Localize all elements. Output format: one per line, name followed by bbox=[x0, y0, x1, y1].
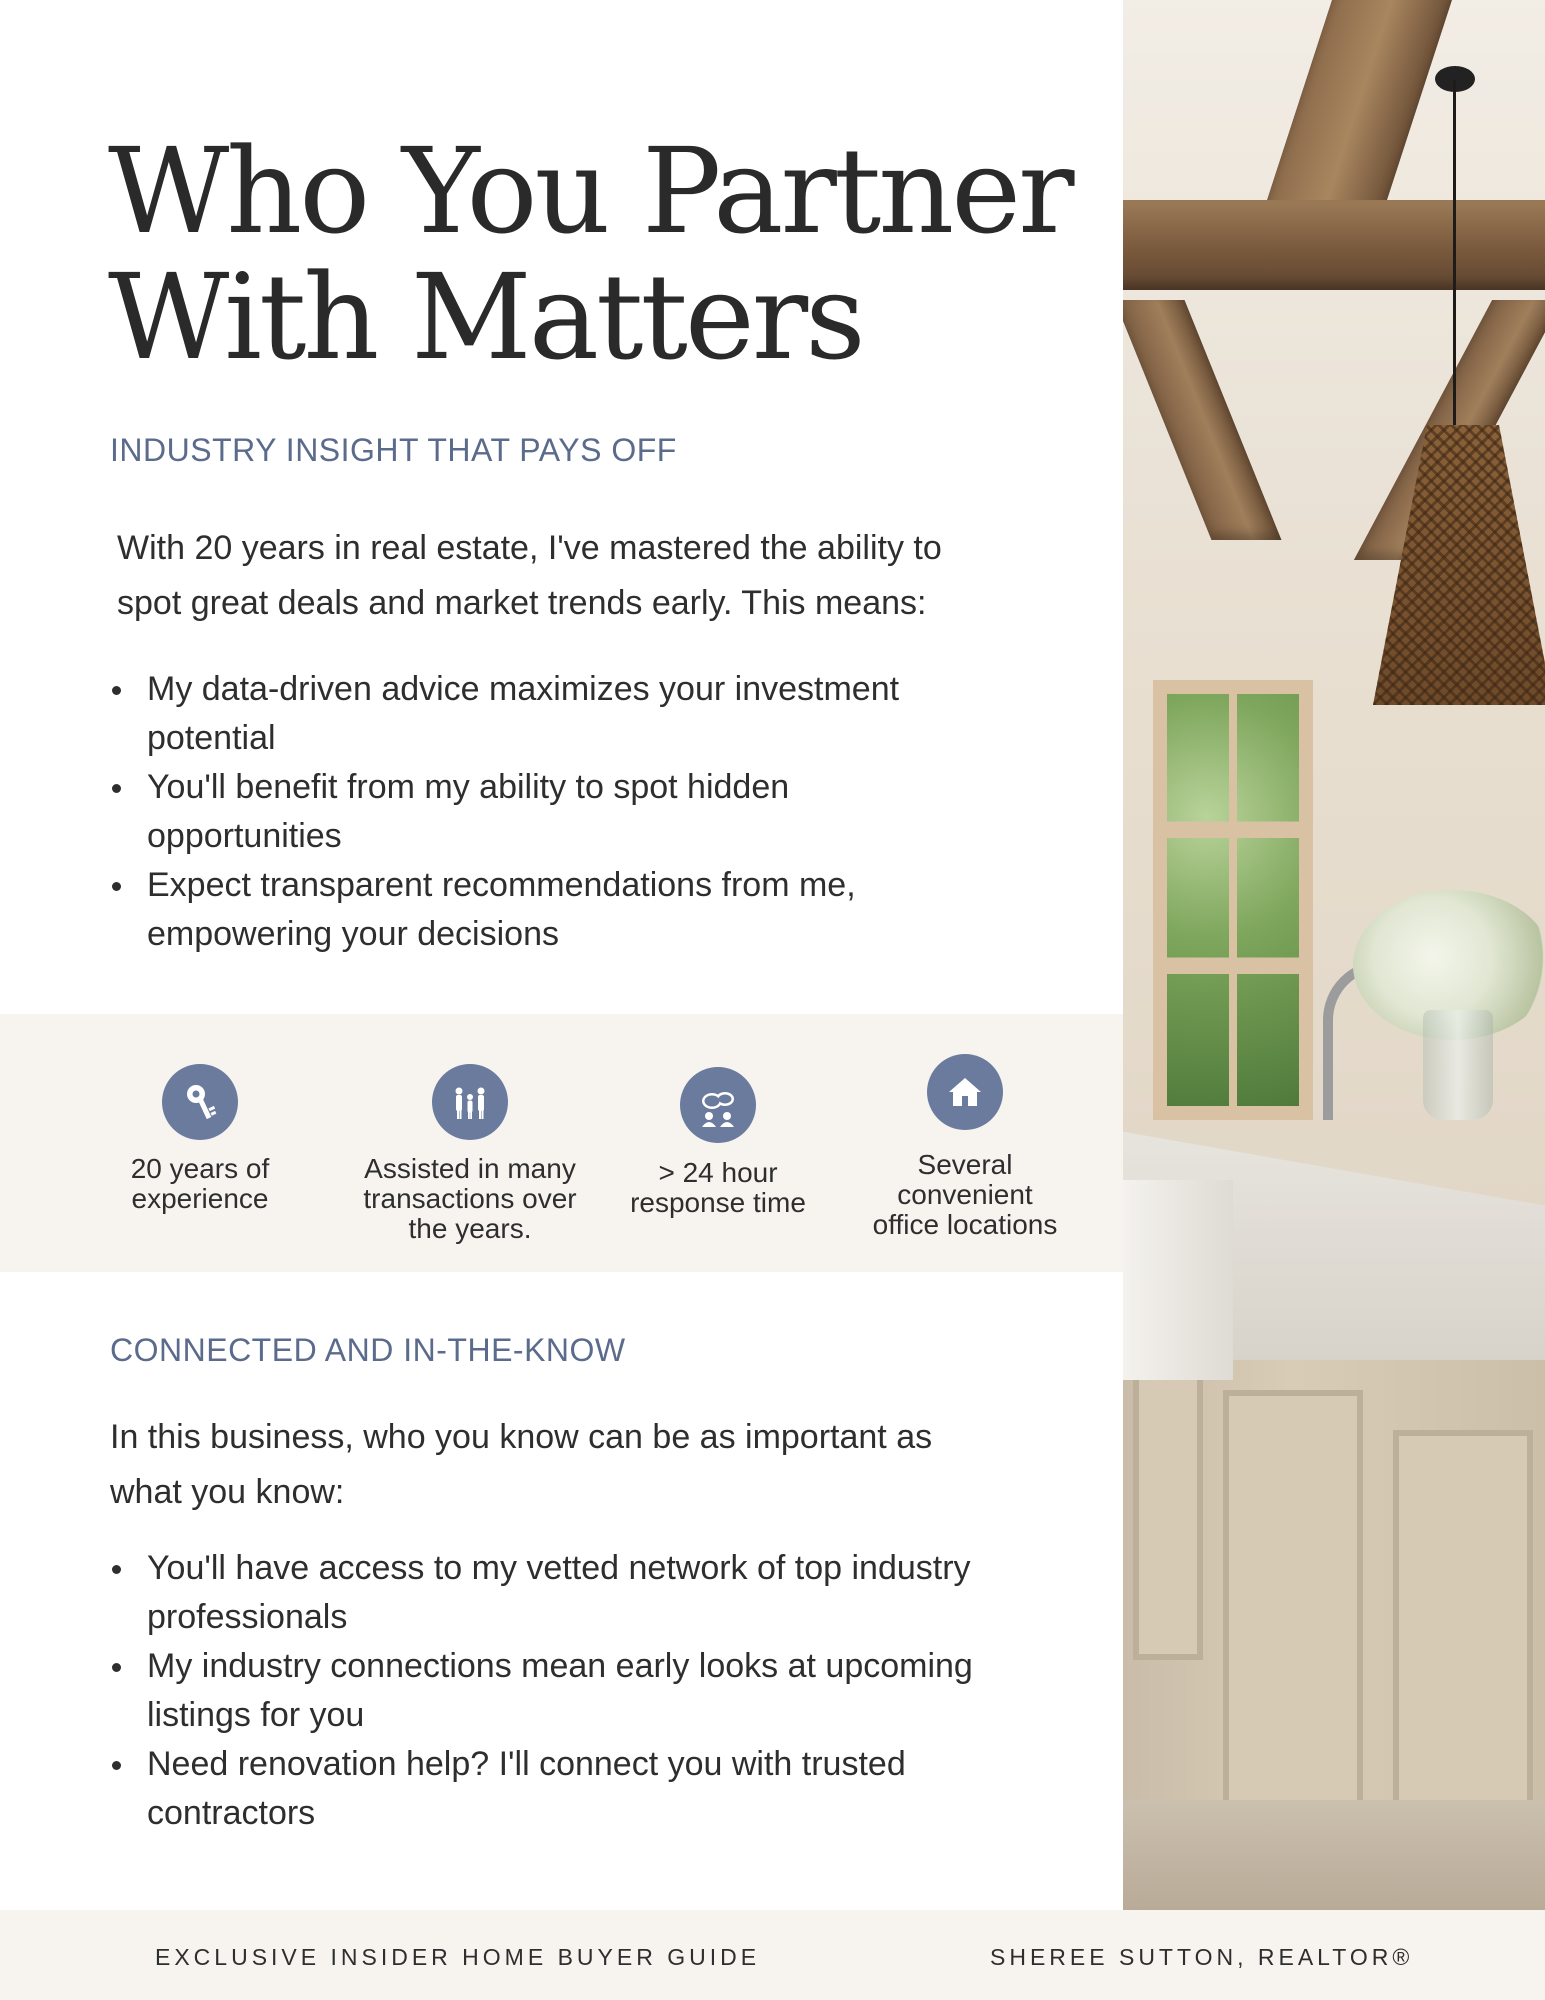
section-heading-industry-insight: INDUSTRY INSIGHT THAT PAYS OFF bbox=[110, 432, 677, 468]
stat-label: > 24 hour response time bbox=[630, 1157, 806, 1218]
list-item bbox=[110, 665, 1040, 763]
stats-band bbox=[0, 1014, 1123, 1272]
intro-line: what you know: bbox=[110, 1473, 345, 1511]
stat-transactions bbox=[350, 1014, 590, 1272]
list-item-text: contractors bbox=[147, 1794, 316, 1832]
list-item bbox=[110, 1642, 1040, 1740]
stat-experience bbox=[110, 1014, 290, 1272]
kitchen-photo bbox=[1123, 0, 1545, 1910]
list-item bbox=[110, 861, 1040, 959]
section2-intro bbox=[110, 1410, 1010, 1520]
cabinet-door bbox=[1393, 1430, 1533, 1850]
list-item-text: empowering your decisions bbox=[147, 915, 559, 953]
title-line-2: With Matters bbox=[108, 248, 863, 386]
intro-line: With 20 years in real estate, I've mastered the ability to bbox=[117, 529, 942, 567]
intro-line: spot great deals and market trends early. This means: bbox=[117, 584, 927, 622]
list-item-text: potential bbox=[147, 719, 276, 757]
home-icon bbox=[927, 1054, 1003, 1130]
farmhouse-sink bbox=[1123, 1180, 1233, 1380]
family-icon bbox=[432, 1064, 508, 1140]
footer-agent-name: SHEREE SUTTON, REALTOR® bbox=[990, 1944, 1414, 1970]
section1-bullet-list bbox=[110, 665, 1040, 959]
window bbox=[1153, 680, 1313, 1120]
wood-beam bbox=[1123, 200, 1545, 290]
cabinet-door bbox=[1133, 1360, 1203, 1660]
list-item-text: My industry connections mean early looks at upcoming bbox=[147, 1647, 973, 1685]
lamp-cord bbox=[1453, 80, 1456, 440]
list-item-text: Need renovation help? I'll connect you with trusted bbox=[147, 1745, 906, 1783]
key-icon bbox=[162, 1064, 238, 1140]
intro-line: In this business, who you know can be as important as bbox=[110, 1418, 933, 1456]
section2-bullet-list bbox=[110, 1544, 1040, 1838]
list-item bbox=[110, 1740, 1040, 1838]
section-heading-connected: CONNECTED AND IN-THE-KNOW bbox=[110, 1332, 626, 1368]
glass-vase bbox=[1423, 1010, 1493, 1120]
stat-label: 20 years of experience bbox=[130, 1153, 270, 1214]
page-title bbox=[108, 122, 1108, 386]
list-item-text: My data-driven advice maximizes your investment bbox=[147, 670, 900, 708]
list-item-text: professionals bbox=[147, 1598, 348, 1636]
stat-label: Several convenient office locations bbox=[872, 1149, 1058, 1240]
list-item-text: opportunities bbox=[147, 817, 342, 855]
chat-bubbles-icon bbox=[680, 1067, 756, 1143]
list-item-text: You'll benefit from my ability to spot hidden bbox=[147, 768, 790, 806]
stat-label: Assisted in many transactions over the years. bbox=[363, 1153, 577, 1244]
footer bbox=[0, 1910, 1545, 2000]
list-item bbox=[110, 763, 1040, 861]
list-item bbox=[110, 1544, 1040, 1642]
list-item-text: You'll have access to my vetted network of top industry bbox=[147, 1549, 971, 1587]
list-item-text: Expect transparent recommendations from me, bbox=[147, 866, 856, 904]
title-line-1: Who You Partner bbox=[108, 122, 1072, 260]
floor bbox=[1123, 1800, 1545, 1910]
section1-intro bbox=[117, 521, 1017, 631]
stat-office-locations bbox=[855, 1014, 1075, 1272]
footer-guide-title: EXCLUSIVE INSIDER HOME BUYER GUIDE bbox=[155, 1944, 761, 1970]
cabinet-door bbox=[1223, 1390, 1363, 1810]
list-item-text: listings for you bbox=[147, 1696, 365, 1734]
stat-response-time bbox=[615, 1014, 821, 1272]
